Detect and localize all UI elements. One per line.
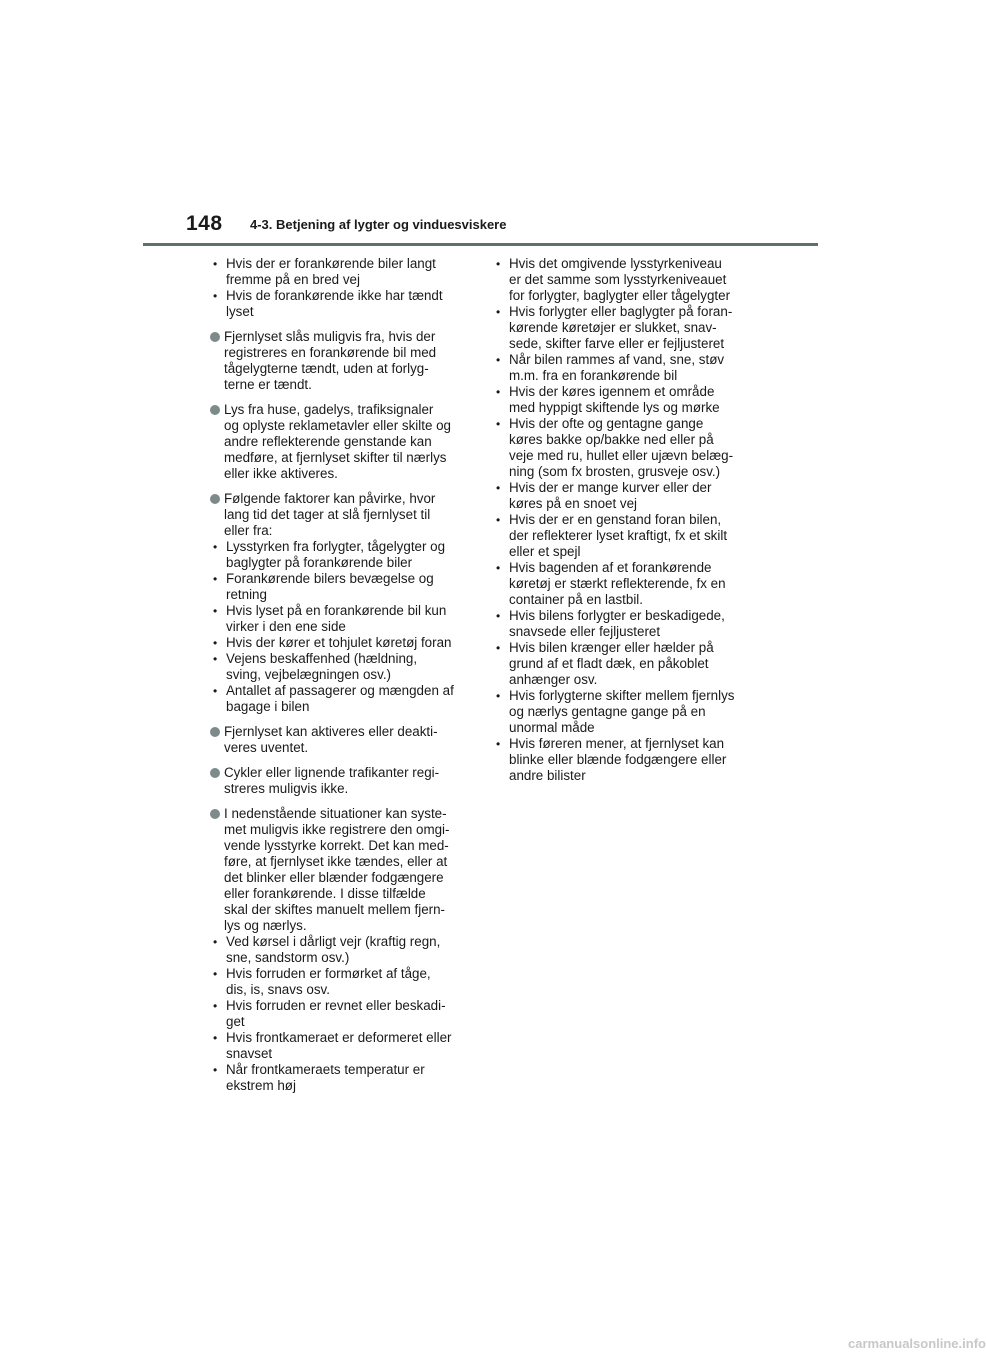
sub-list-item: • Når bilen rammes af vand, sne, støv m.m. fra en forankørende bil xyxy=(493,352,758,384)
sub-list-item: • Hvis forlygterne skifter mellem fjernlys og nærlys gentagne gange på en unormal måde xyxy=(493,688,758,736)
bullet-paragraph: I nedenstående situationer kan syste- met muligvis ikke registrere den omgi- vende lysstyrke korrekt. Det kan med- føre, at fjernlyset ikke tændes, eller at det blinker eller blænder fodgængere eller forankørende. I disse tilfælde skal der skiftes manuelt mellem fjern- lys og nærlys. xyxy=(210,806,472,934)
sub-list-item: • Hvis der er forankørende biler langt fremme på en bred vej xyxy=(210,256,472,288)
bullet-paragraph: Følgende faktorer kan påvirke, hvor lang tid det tager at slå fjernlyset til eller fra: xyxy=(210,491,472,539)
bullet-paragraph: Fjernlyset kan aktiveres eller deakti- veres uventet. xyxy=(210,724,472,756)
bullet-paragraph: Fjernlyset slås muligvis fra, hvis der registreres en forankørende bil med tågelygterne tændt, uden at forlyg- terne er tændt. xyxy=(210,329,472,393)
sub-list-item: • Hvis der er en genstand foran bilen, der reflekterer lyset kraftigt, fx et skilt eller et spejl xyxy=(493,512,758,560)
header-divider xyxy=(143,243,818,246)
sub-list-item: • Hvis der kører et tohjulet køretøj foran xyxy=(210,635,472,651)
sub-list-item: • Hvis bagenden af et forankørende køretøj er stærkt reflekterende, fx en container på en lastbil. xyxy=(493,560,758,608)
sub-list-item: • Vejens beskaffenhed (hældning, sving, vejbelægningen osv.) xyxy=(210,651,472,683)
sub-list-item: • Antallet af passagerer og mængden af bagage i bilen xyxy=(210,683,472,715)
sub-list-item: • Hvis der ofte og gentagne gange køres bakke op/bakke ned eller på veje med ru, hullet eller ujævn belæg- ning (som fx brosten, grusveje osv.) xyxy=(493,416,758,480)
left-column xyxy=(210,256,472,1094)
bullet-paragraph: Lys fra huse, gadelys, trafiksignaler og oplyste reklametavler eller skilte og andre reflekterende genstande kan medføre, at fjernlyset skifter til nærlys eller ikke aktiveres. xyxy=(210,402,472,482)
watermark: carmanualsonline.info xyxy=(848,1336,986,1351)
sub-list-item: • Hvis bilens forlygter er beskadigede, snavsede eller fejljusteret xyxy=(493,608,758,640)
sub-list-item: • Hvis forlygter eller baglygter på foran- kørende køretøjer er slukket, snav- sede, skifter farve eller er fejljusteret xyxy=(493,304,758,352)
sub-list-item: • Ved kørsel i dårligt vejr (kraftig regn, sne, sandstorm osv.) xyxy=(210,934,472,966)
sub-list-item: • Lysstyrken fra forlygter, tågelygter og baglygter på forankørende biler xyxy=(210,539,472,571)
sub-list-item: • Hvis bilen krænger eller hælder på grund af et fladt dæk, en påkoblet anhænger osv. xyxy=(493,640,758,688)
bullet-paragraph: Cykler eller lignende trafikanter regi- streres muligvis ikke. xyxy=(210,765,472,797)
page-number: 148 xyxy=(186,212,223,235)
sub-list-item: • Hvis de forankørende ikke har tændt lyset xyxy=(210,288,472,320)
sub-list-item: • Hvis der køres igennem et område med hyppigt skiftende lys og mørke xyxy=(493,384,758,416)
sub-list-item: • Hvis der er mange kurver eller der køres på en snoet vej xyxy=(493,480,758,512)
sub-list-item: • Hvis forruden er revnet eller beskadi- get xyxy=(210,998,472,1030)
sub-list-item: • Hvis føreren mener, at fjernlyset kan blinke eller blænde fodgængere eller andre bilister xyxy=(493,736,758,784)
section-title: 4-3. Betjening af lygter og vinduesviskere xyxy=(250,217,507,232)
sub-list-item: • Hvis frontkameraet er deformeret eller snavset xyxy=(210,1030,472,1062)
sub-list-item: • Hvis det omgivende lysstyrkeniveau er det samme som lysstyrkeniveauet for forlygter, baglygter eller tågelygter xyxy=(493,256,758,304)
sub-list-item: • Hvis lyset på en forankørende bil kun virker i den ene side xyxy=(210,603,472,635)
sub-list-item: • Forankørende bilers bevægelse og retning xyxy=(210,571,472,603)
sub-list-item: • Når frontkameraets temperatur er ekstrem høj xyxy=(210,1062,472,1094)
sub-list-item: • Hvis forruden er formørket af tåge, dis, is, snavs osv. xyxy=(210,966,472,998)
right-column xyxy=(493,256,758,784)
